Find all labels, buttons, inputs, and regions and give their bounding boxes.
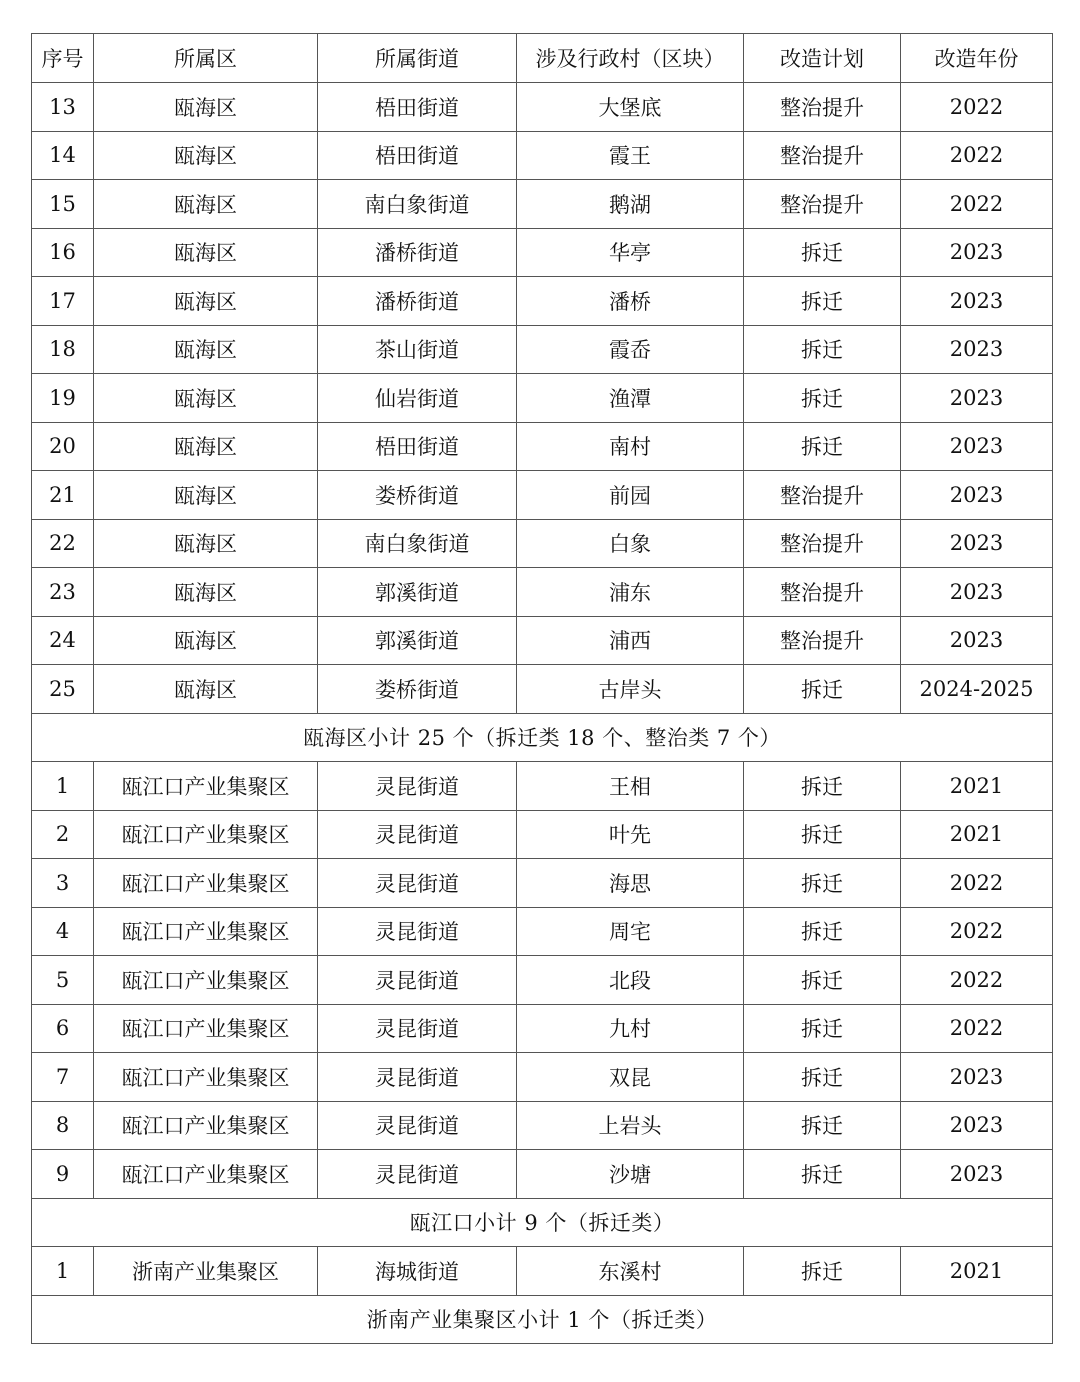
cell-district: 瓯海区	[94, 277, 318, 326]
cell-village: 北段	[517, 956, 744, 1005]
cell-village: 前园	[517, 471, 744, 520]
cell-serial: 1	[32, 1247, 94, 1296]
cell-year: 2023	[901, 374, 1053, 423]
subtotal-row	[32, 713, 1053, 762]
table-row	[32, 810, 1053, 859]
cell-village: 上岩头	[517, 1101, 744, 1150]
subtotal-row	[32, 1295, 1053, 1344]
table-row	[32, 277, 1053, 326]
cell-district: 瓯海区	[94, 180, 318, 229]
cell-village: 霞王	[517, 131, 744, 180]
cell-plan: 拆迁	[744, 1101, 901, 1150]
cell-serial: 1	[32, 762, 94, 811]
cell-year: 2023	[901, 325, 1053, 374]
cell-village: 霞岙	[517, 325, 744, 374]
cell-year: 2022	[901, 131, 1053, 180]
cell-village: 白象	[517, 519, 744, 568]
cell-plan: 整治提升	[744, 180, 901, 229]
cell-street: 潘桥街道	[318, 228, 517, 277]
cell-plan: 拆迁	[744, 1150, 901, 1199]
renovation-plan-table	[31, 33, 1053, 1344]
cell-district: 浙南产业集聚区	[94, 1247, 318, 1296]
cell-village: 沙塘	[517, 1150, 744, 1199]
cell-village: 南村	[517, 422, 744, 471]
cell-plan: 整治提升	[744, 471, 901, 520]
cell-plan: 拆迁	[744, 859, 901, 908]
cell-district: 瓯江口产业集聚区	[94, 956, 318, 1005]
table-row	[32, 568, 1053, 617]
table-header	[32, 34, 1053, 83]
cell-village: 潘桥	[517, 277, 744, 326]
cell-year: 2022	[901, 83, 1053, 132]
table-row	[32, 762, 1053, 811]
cell-street: 娄桥街道	[318, 665, 517, 714]
header-street: 所属街道	[318, 34, 517, 83]
cell-street: 灵昆街道	[318, 1004, 517, 1053]
table-row	[32, 83, 1053, 132]
cell-serial: 16	[32, 228, 94, 277]
cell-plan: 拆迁	[744, 1004, 901, 1053]
header-district: 所属区	[94, 34, 318, 83]
cell-serial: 3	[32, 859, 94, 908]
cell-street: 潘桥街道	[318, 277, 517, 326]
cell-district: 瓯海区	[94, 519, 318, 568]
table-row	[32, 180, 1053, 229]
cell-village: 王相	[517, 762, 744, 811]
cell-street: 灵昆街道	[318, 1101, 517, 1150]
cell-street: 灵昆街道	[318, 907, 517, 956]
table-row	[32, 374, 1053, 423]
cell-plan: 整治提升	[744, 519, 901, 568]
cell-serial: 4	[32, 907, 94, 956]
cell-district: 瓯江口产业集聚区	[94, 762, 318, 811]
subtotal-text: 瓯江口小计 9 个（拆迁类）	[32, 1198, 1053, 1247]
cell-district: 瓯江口产业集聚区	[94, 907, 318, 956]
cell-year: 2023	[901, 568, 1053, 617]
cell-serial: 25	[32, 665, 94, 714]
cell-street: 灵昆街道	[318, 1150, 517, 1199]
cell-year: 2023	[901, 519, 1053, 568]
table-row	[32, 956, 1053, 1005]
cell-year: 2023	[901, 1150, 1053, 1199]
cell-serial: 9	[32, 1150, 94, 1199]
table-row	[32, 131, 1053, 180]
cell-street: 仙岩街道	[318, 374, 517, 423]
cell-serial: 6	[32, 1004, 94, 1053]
cell-district: 瓯海区	[94, 325, 318, 374]
cell-serial: 22	[32, 519, 94, 568]
cell-serial: 18	[32, 325, 94, 374]
cell-plan: 拆迁	[744, 422, 901, 471]
cell-street: 灵昆街道	[318, 859, 517, 908]
cell-plan: 拆迁	[744, 1053, 901, 1102]
cell-street: 海城街道	[318, 1247, 517, 1296]
cell-village: 浦东	[517, 568, 744, 617]
cell-plan: 整治提升	[744, 131, 901, 180]
cell-district: 瓯江口产业集聚区	[94, 810, 318, 859]
cell-serial: 5	[32, 956, 94, 1005]
cell-district: 瓯海区	[94, 131, 318, 180]
cell-serial: 2	[32, 810, 94, 859]
cell-serial: 15	[32, 180, 94, 229]
cell-plan: 拆迁	[744, 762, 901, 811]
table-row	[32, 616, 1053, 665]
cell-year: 2021	[901, 762, 1053, 811]
cell-plan: 拆迁	[744, 228, 901, 277]
subtotal-row	[32, 1198, 1053, 1247]
cell-serial: 14	[32, 131, 94, 180]
cell-year: 2024-2025	[901, 665, 1053, 714]
header-serial: 序号	[32, 34, 94, 83]
cell-village: 古岸头	[517, 665, 744, 714]
cell-year: 2023	[901, 228, 1053, 277]
cell-plan: 拆迁	[744, 810, 901, 859]
cell-street: 灵昆街道	[318, 762, 517, 811]
cell-plan: 拆迁	[744, 325, 901, 374]
cell-district: 瓯江口产业集聚区	[94, 1150, 318, 1199]
cell-serial: 13	[32, 83, 94, 132]
cell-year: 2023	[901, 422, 1053, 471]
cell-year: 2023	[901, 277, 1053, 326]
cell-street: 灵昆街道	[318, 956, 517, 1005]
cell-serial: 17	[32, 277, 94, 326]
cell-street: 南白象街道	[318, 180, 517, 229]
cell-street: 梧田街道	[318, 131, 517, 180]
cell-serial: 23	[32, 568, 94, 617]
cell-village: 渔潭	[517, 374, 744, 423]
table-row	[32, 1101, 1053, 1150]
cell-plan: 整治提升	[744, 83, 901, 132]
table-row	[32, 519, 1053, 568]
table-row	[32, 325, 1053, 374]
cell-year: 2022	[901, 907, 1053, 956]
table-row	[32, 471, 1053, 520]
cell-village: 鹅湖	[517, 180, 744, 229]
cell-serial: 20	[32, 422, 94, 471]
cell-village: 周宅	[517, 907, 744, 956]
cell-district: 瓯江口产业集聚区	[94, 859, 318, 908]
cell-street: 茶山街道	[318, 325, 517, 374]
table-row	[32, 1247, 1053, 1296]
cell-village: 华亭	[517, 228, 744, 277]
cell-village: 浦西	[517, 616, 744, 665]
header-row	[32, 34, 1053, 83]
cell-plan: 整治提升	[744, 616, 901, 665]
cell-street: 南白象街道	[318, 519, 517, 568]
table-row	[32, 859, 1053, 908]
cell-serial: 24	[32, 616, 94, 665]
table-row	[32, 228, 1053, 277]
header-plan: 改造计划	[744, 34, 901, 83]
cell-district: 瓯海区	[94, 228, 318, 277]
cell-district: 瓯江口产业集聚区	[94, 1004, 318, 1053]
table-row	[32, 1150, 1053, 1199]
cell-serial: 21	[32, 471, 94, 520]
cell-plan: 拆迁	[744, 907, 901, 956]
cell-village: 东溪村	[517, 1247, 744, 1296]
cell-year: 2023	[901, 616, 1053, 665]
header-village: 涉及行政村（区块）	[517, 34, 744, 83]
cell-year: 2023	[901, 1101, 1053, 1150]
table-row	[32, 907, 1053, 956]
cell-year: 2021	[901, 1247, 1053, 1296]
cell-district: 瓯海区	[94, 616, 318, 665]
cell-street: 梧田街道	[318, 83, 517, 132]
cell-village: 大堡底	[517, 83, 744, 132]
header-year: 改造年份	[901, 34, 1053, 83]
cell-district: 瓯江口产业集聚区	[94, 1053, 318, 1102]
table-row	[32, 665, 1053, 714]
cell-serial: 19	[32, 374, 94, 423]
cell-year: 2022	[901, 859, 1053, 908]
cell-street: 娄桥街道	[318, 471, 517, 520]
cell-plan: 整治提升	[744, 568, 901, 617]
cell-district: 瓯海区	[94, 422, 318, 471]
cell-district: 瓯海区	[94, 83, 318, 132]
cell-street: 梧田街道	[318, 422, 517, 471]
cell-street: 郭溪街道	[318, 616, 517, 665]
cell-year: 2022	[901, 1004, 1053, 1053]
cell-district: 瓯海区	[94, 665, 318, 714]
cell-district: 瓯海区	[94, 374, 318, 423]
cell-village: 双昆	[517, 1053, 744, 1102]
cell-street: 郭溪街道	[318, 568, 517, 617]
subtotal-text: 瓯海区小计 25 个（拆迁类 18 个、整治类 7 个）	[32, 713, 1053, 762]
table-row	[32, 1004, 1053, 1053]
cell-year: 2022	[901, 956, 1053, 1005]
cell-year: 2023	[901, 471, 1053, 520]
cell-district: 瓯海区	[94, 568, 318, 617]
cell-serial: 8	[32, 1101, 94, 1150]
table-body	[32, 83, 1053, 1344]
cell-village: 海思	[517, 859, 744, 908]
cell-village: 九村	[517, 1004, 744, 1053]
cell-plan: 拆迁	[744, 374, 901, 423]
subtotal-text: 浙南产业集聚区小计 1 个（拆迁类）	[32, 1295, 1053, 1344]
cell-serial: 7	[32, 1053, 94, 1102]
cell-year: 2022	[901, 180, 1053, 229]
table-row	[32, 422, 1053, 471]
cell-district: 瓯江口产业集聚区	[94, 1101, 318, 1150]
cell-year: 2021	[901, 810, 1053, 859]
cell-plan: 拆迁	[744, 1247, 901, 1296]
cell-year: 2023	[901, 1053, 1053, 1102]
cell-plan: 拆迁	[744, 665, 901, 714]
cell-district: 瓯海区	[94, 471, 318, 520]
table-row	[32, 1053, 1053, 1102]
cell-street: 灵昆街道	[318, 810, 517, 859]
cell-street: 灵昆街道	[318, 1053, 517, 1102]
cell-plan: 拆迁	[744, 277, 901, 326]
cell-village: 叶先	[517, 810, 744, 859]
cell-plan: 拆迁	[744, 956, 901, 1005]
